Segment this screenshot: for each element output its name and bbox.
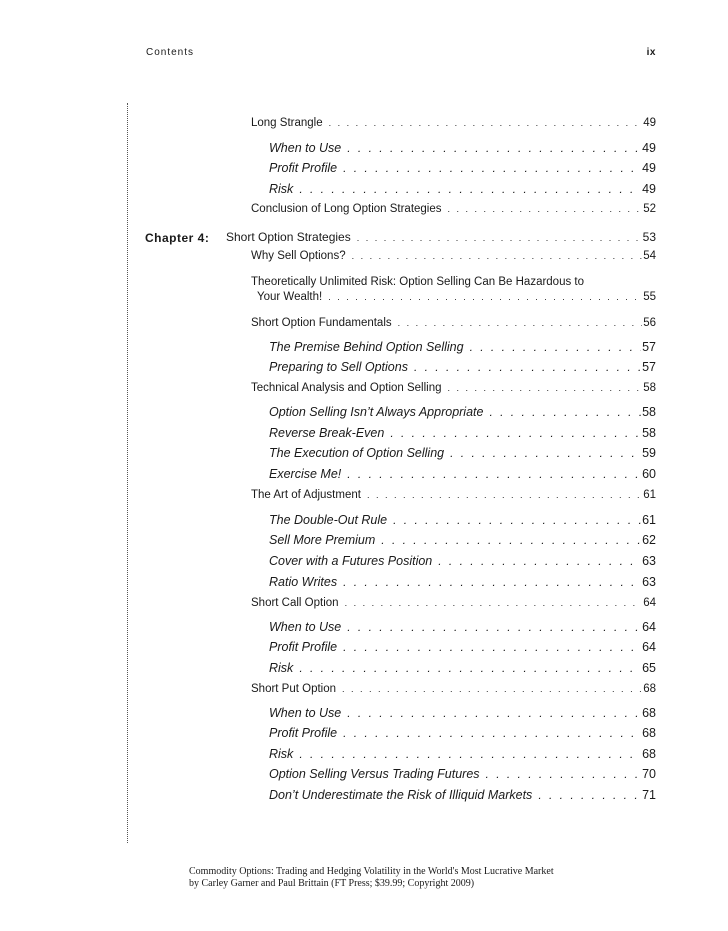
toc-entry-title: Short Call Option xyxy=(251,597,339,609)
toc-entry-page: 61 xyxy=(642,513,656,527)
toc-entry-title: Short Option Strategies xyxy=(226,230,351,244)
toc-entry[interactable] xyxy=(269,182,656,196)
toc-entry-title: Cover with a Futures Position xyxy=(269,554,433,568)
dot-leader xyxy=(299,182,641,196)
toc-entry[interactable] xyxy=(269,661,656,675)
toc-entry-title: Risk xyxy=(269,182,294,196)
dot-leader xyxy=(448,204,643,214)
toc-entry-title: Short Put Option xyxy=(251,683,337,695)
dot-leader xyxy=(347,467,641,481)
toc-entry-page: 49 xyxy=(643,117,656,129)
dot-leader xyxy=(329,118,643,128)
dot-leader xyxy=(328,292,642,302)
dot-leader xyxy=(357,233,642,243)
toc-entry-title: Short Option Fundamentals xyxy=(251,317,392,329)
dot-leader xyxy=(398,318,643,328)
book-citation-footer xyxy=(189,866,554,889)
toc-entry-title: Don’t Underestimate the Risk of Illiquid Markets xyxy=(269,788,533,802)
dot-leader xyxy=(343,161,641,175)
toc-entry[interactable] xyxy=(251,382,656,394)
toc-entry-title: Ratio Writes xyxy=(269,575,338,589)
toc-entry[interactable] xyxy=(226,230,656,244)
toc-entry[interactable] xyxy=(251,683,656,695)
toc-entry[interactable] xyxy=(269,640,656,654)
toc-entry-title: Your Wealth! xyxy=(257,291,323,303)
page-number: ix xyxy=(646,47,656,58)
toc-entry-title: Reverse Break-Even xyxy=(269,426,385,440)
toc-entry[interactable] xyxy=(251,203,656,215)
toc-entry-title: Why Sell Options? xyxy=(251,250,346,262)
toc-entry[interactable] xyxy=(269,446,656,460)
toc-entry-page: 61 xyxy=(643,489,656,501)
toc-entry-page: 63 xyxy=(642,554,656,568)
toc-entry-page: 68 xyxy=(642,726,656,740)
dot-leader xyxy=(342,684,642,694)
toc-entry[interactable] xyxy=(257,291,656,303)
toc-entry[interactable] xyxy=(269,360,656,374)
toc-entry-title: Long Strangle xyxy=(251,117,323,129)
toc-entry-page: 64 xyxy=(642,620,656,634)
dot-leader xyxy=(299,747,641,761)
toc-entry[interactable] xyxy=(269,340,656,354)
toc-entry-page: 58 xyxy=(643,382,656,394)
toc-entry[interactable] xyxy=(269,767,656,781)
toc-entry-title: Profit Profile xyxy=(269,640,338,654)
toc-entry-page: 63 xyxy=(642,575,656,589)
toc-entry-title: The Execution of Option Selling xyxy=(269,446,445,460)
toc-entry-line[interactable]: Theoretically Unlimited Risk: Option Selling Can Be Hazardous to xyxy=(251,276,585,288)
toc-entry[interactable] xyxy=(269,726,656,740)
toc-entry-title: When to Use xyxy=(269,141,342,155)
toc-entry-title: Risk xyxy=(269,747,294,761)
toc-entry[interactable] xyxy=(269,620,656,634)
toc-entry-page: 68 xyxy=(642,706,656,720)
toc-entry-page: 49 xyxy=(642,141,656,155)
toc-entry[interactable] xyxy=(251,250,656,262)
toc-entry[interactable] xyxy=(251,317,656,329)
toc-entry-page: 54 xyxy=(643,250,656,262)
dot-leader xyxy=(414,360,641,374)
dot-leader xyxy=(343,726,641,740)
toc-entry-page: 70 xyxy=(642,767,656,781)
toc-entry[interactable] xyxy=(269,533,656,547)
toc-entry-title: Preparing to Sell Options xyxy=(269,360,408,374)
toc-entry-title: The Art of Adjustment xyxy=(251,489,361,501)
toc-entry-title: Risk xyxy=(269,661,294,675)
dot-leader xyxy=(393,513,641,527)
footer-line-title: Commodity Options: Trading and Hedging Volatility in the World's Most Lucrative Market xyxy=(189,866,554,877)
toc-entry-page: 52 xyxy=(643,203,656,215)
toc-entry-page: 53 xyxy=(642,230,656,244)
toc-entry-page: 64 xyxy=(643,597,656,609)
toc-entry-page: 68 xyxy=(642,747,656,761)
dot-leader xyxy=(438,554,641,568)
dot-leader xyxy=(345,598,643,608)
toc-entry-page: 60 xyxy=(642,467,656,481)
dot-leader xyxy=(347,620,641,634)
toc-entry-title: Option Selling Versus Trading Futures xyxy=(269,767,480,781)
toc-entry[interactable] xyxy=(269,405,656,419)
dot-leader xyxy=(367,490,642,500)
chapter-label: Chapter 4: xyxy=(145,231,210,245)
toc-entry-page: 56 xyxy=(643,317,656,329)
toc-entry[interactable] xyxy=(269,161,656,175)
toc-entry-title: Technical Analysis and Option Selling xyxy=(251,382,442,394)
toc-entry[interactable] xyxy=(269,706,656,720)
toc-entry-page: 57 xyxy=(642,360,656,374)
dot-leader xyxy=(390,426,641,440)
toc-entry-page: 49 xyxy=(642,161,656,175)
toc-entry[interactable] xyxy=(269,467,656,481)
dot-leader xyxy=(448,383,643,393)
toc-entry[interactable] xyxy=(269,426,656,440)
toc-entry-title: The Double-Out Rule xyxy=(269,513,388,527)
dot-leader xyxy=(299,661,641,675)
dot-leader xyxy=(486,767,642,781)
toc-entry[interactable] xyxy=(269,747,656,761)
dot-leader xyxy=(450,446,641,460)
dot-leader xyxy=(343,575,641,589)
dot-leader xyxy=(352,251,643,261)
dot-leader xyxy=(489,405,641,419)
toc-entry-page: 57 xyxy=(642,340,656,354)
dot-leader xyxy=(470,340,642,354)
toc-entry-page: 58 xyxy=(642,405,656,419)
toc-entry-title: Exercise Me! xyxy=(269,467,342,481)
dot-leader xyxy=(381,533,641,547)
toc-entry-page: 68 xyxy=(643,683,656,695)
dot-leader xyxy=(347,706,641,720)
toc-entry[interactable] xyxy=(269,513,656,527)
section-title: Contents xyxy=(146,47,195,58)
toc-entry-page: 71 xyxy=(642,788,656,802)
toc-entry-page: 59 xyxy=(642,446,656,460)
footer-line-authors: by Carley Garner and Paul Brittain (FT Press; $39.99; Copyright 2009) xyxy=(189,877,475,889)
toc-entry[interactable] xyxy=(269,554,656,568)
toc-entry-title: When to Use xyxy=(269,706,342,720)
toc-entry-title: The Premise Behind Option Selling xyxy=(269,340,464,354)
toc-entry-page: 65 xyxy=(642,661,656,675)
toc-entry-title: Conclusion of Long Option Strategies xyxy=(251,203,442,215)
toc-entry-page: 49 xyxy=(642,182,656,196)
toc-entry-page: 58 xyxy=(642,426,656,440)
toc-entry[interactable] xyxy=(251,489,656,501)
toc-entry-page: 62 xyxy=(642,533,656,547)
toc-entry-title: Option Selling Isn’t Always Appropriate xyxy=(269,405,484,419)
toc-entry[interactable] xyxy=(269,141,656,155)
dot-leader xyxy=(343,640,641,654)
toc-entry[interactable] xyxy=(269,575,656,589)
toc-entry[interactable] xyxy=(251,117,656,129)
toc-entry-title: Profit Profile xyxy=(269,726,338,740)
toc-entry[interactable] xyxy=(269,788,656,802)
toc-entry-page: 64 xyxy=(642,640,656,654)
dot-leader xyxy=(347,141,641,155)
toc-entry-title: Sell More Premium xyxy=(269,533,376,547)
toc-entry-page: 55 xyxy=(643,291,656,303)
toc-entry[interactable] xyxy=(251,597,656,609)
dot-leader xyxy=(538,788,641,802)
toc-entry-title: When to Use xyxy=(269,620,342,634)
toc-entry-title: Profit Profile xyxy=(269,161,338,175)
